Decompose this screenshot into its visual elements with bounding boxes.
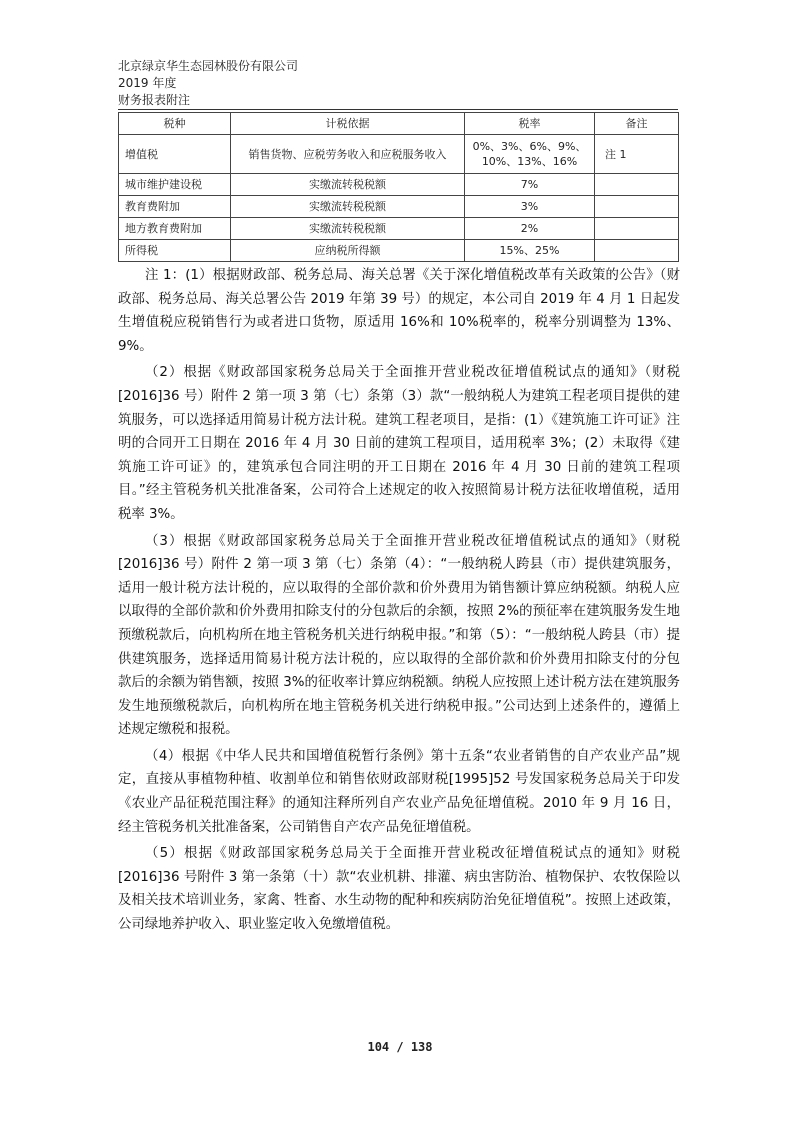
table-row — [119, 218, 679, 240]
tax-note-cell — [595, 218, 679, 240]
note-paragraph: （4）根据《中华人民共和国增值税暂行条例》第十五条“农业者销售的自产农业产品”规定，直接从事植物种植、收割单位和销售依财政部财税[1995]52 号发国家税务总局关于印发《农业产品征税范围注释》的通知注释所列自产农业产品免征增值税。2010 年 9 月 16 日，经主管税务机关批准备案，公司销售自产农产品免征增值税。 — [118, 748, 680, 835]
tax-note-cell — [595, 196, 679, 218]
table-row — [119, 135, 679, 174]
page-number: 104 / 138 — [367, 1040, 433, 1054]
page-header — [118, 58, 678, 109]
tax-rate-line: 10%、13%、16% — [481, 155, 578, 168]
tax-name-cell: 增值税 — [119, 135, 231, 174]
tax-rate-line: 0%、3%、6%、9%、 — [472, 140, 587, 153]
note-paragraph: （2）根据《财政部国家税务总局关于全面推开营业税改征增值税试点的通知》（财税[2016]36 号）附件 2 第一项 3 第（七）条第（3）款“一般纳税人为建筑工程老项目提供的建筑服务，可以选择适用简易计税方法计税。建筑工程老项目，是指：(1）《建筑施工许可证》注明的合同开工日期在 2016 年 4 月 30 日前的建筑工程项目，适用税率 3%；(2）未取得《建筑施工许可证》的，建筑承包合同注明的开工日期在 2016 年 4 月 30 日前的建筑工程项目。”经主管税务机关批准备案，公司符合上述规定的收入按照简易计税方法征收增值税，适用税率 3%。 — [118, 365, 680, 522]
tax-note-cell — [595, 174, 679, 196]
tax-note-cell: 注 1 — [595, 135, 679, 174]
column-header-rate: 税率 — [465, 113, 595, 135]
tax-rate-cell: 15%、25% — [465, 240, 595, 262]
column-header-tax: 税种 — [119, 113, 231, 135]
column-header-basis: 计税依据 — [231, 113, 465, 135]
company-name: 北京绿京华生态园林股份有限公司 — [118, 59, 299, 73]
note-paragraph: 注 1：(1）根据财政部、税务总局、海关总署《关于深化增值税改革有关政策的公告》（财政部、税务总局、海关总署公告 2019 年第 39 号）的规定，本公司自 2019 年 4 月 1 日起发生增值税应税销售行为或者进口货物，原适用 16%和 10%税率的，税率分别调整为 13%、9%。 — [118, 268, 680, 354]
table-row — [119, 196, 679, 218]
tax-rate-cell: 3% — [465, 196, 595, 218]
tax-name-cell: 教育费附加 — [119, 196, 231, 218]
tax-basis-cell: 应纳税所得额 — [231, 240, 465, 262]
table-header-row — [119, 113, 679, 135]
column-header-note: 备注 — [595, 113, 679, 135]
report-year: 2019 年度 — [118, 76, 177, 90]
tax-name-cell: 城市维护建设税 — [119, 174, 231, 196]
tax-rate-cell: 2% — [465, 218, 595, 240]
notes-body — [118, 264, 680, 940]
note-paragraph: （5）根据《财政部国家税务总局关于全面推开营业税改征增值税试点的通知》财税[2016]36 号附件 3 第一条第（十）款“农业机耕、排灌、病虫害防治、植物保护、农牧保险以及相关技术培训业务，家禽、牲畜、水生动物的配种和疾病防治免征增值税”。按照上述政策，公司绿地养护收入、职业鉴定收入免缴增值税。 — [118, 846, 680, 933]
header-divider — [118, 109, 678, 110]
tax-basis-cell: 实缴流转税税额 — [231, 218, 465, 240]
tax-basis-cell: 实缴流转税税额 — [231, 174, 465, 196]
tax-basis-cell: 实缴流转税税额 — [231, 196, 465, 218]
tax-rate-cell: 7% — [465, 174, 595, 196]
tax-name-cell: 地方教育费附加 — [119, 218, 231, 240]
table-row — [119, 240, 679, 262]
table-row — [119, 174, 679, 196]
tax-rate-cell — [465, 135, 595, 174]
tax-basis-cell: 销售货物、应税劳务收入和应税服务收入 — [231, 135, 465, 174]
note-paragraph: （3）根据《财政部国家税务总局关于全面推开营业税改征增值税试点的通知》（财税[2016]36 号）附件 2 第一项 3 第（七）条第（4）：“一般纳税人跨县（市）提供建筑服务，适用一般计税方法计税的，应以取得的全部价款和价外费用为销售额计算应纳税额。纳税人应以取得的全部价款和价外费用扣除支付的分包款后的余额，按照 2%的预征率在建筑服务发生地预缴税款后，向机构所在地主管税务机关进行纳税申报。”和第（5）：“一般纳税人跨县（市）提供建筑服务，选择适用简易计税方法计税的，应以取得的全部价款和价外费用扣除支付的分包款后的余额为销售额，按照 3%的征收率计算应纳税额。纳税人应按照上述计税方法在建筑服务发生地预缴税款后，向机构所在地主管税务机关进行纳税申报。”公司达到上述条件的，遵循上述规定缴税和报税。 — [118, 533, 680, 738]
tax-table — [118, 112, 679, 262]
tax-name-cell: 所得税 — [119, 240, 231, 262]
section-title: 财务报表附注 — [118, 93, 191, 107]
tax-note-cell — [595, 240, 679, 262]
